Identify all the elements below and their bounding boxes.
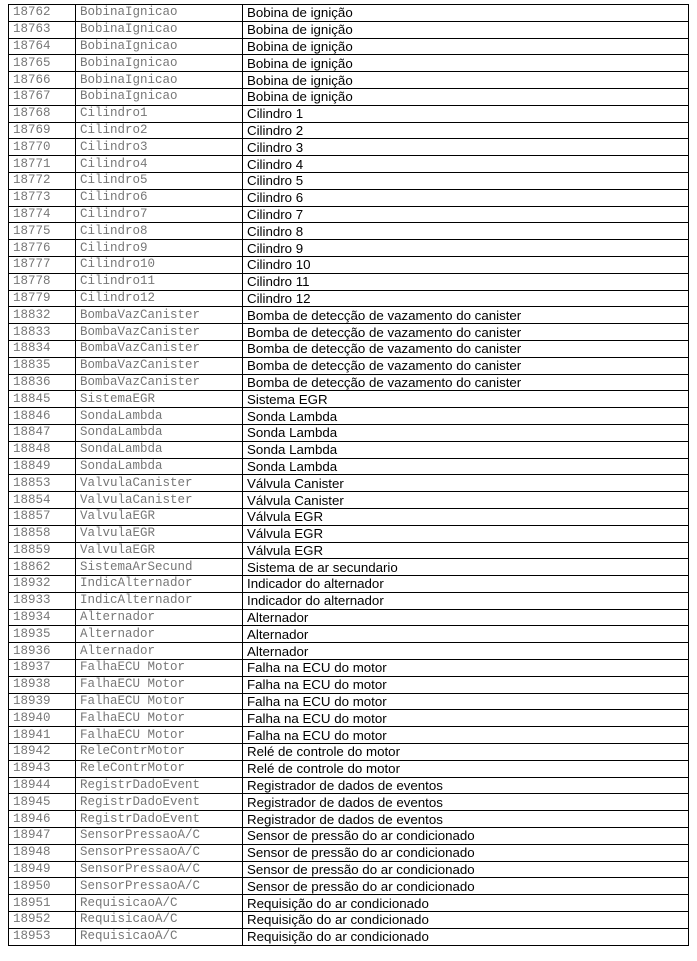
fault-code-cell: 18849 (9, 458, 76, 475)
fault-code-cell: 18836 (9, 374, 76, 391)
description-cell: Cilindro 4 (243, 156, 689, 173)
short-name-cell: FalhaECU Motor (76, 660, 243, 677)
fault-code-cell: 18854 (9, 492, 76, 509)
short-name-cell: BobinaIgnicao (76, 5, 243, 22)
short-name-cell: FalhaECU Motor (76, 693, 243, 710)
table-row (9, 475, 689, 492)
table-row (9, 357, 689, 374)
short-name-cell: BombaVazCanister (76, 374, 243, 391)
description-cell: Bobina de ignição (243, 38, 689, 55)
short-name-cell: BobinaIgnicao (76, 55, 243, 72)
table-row (9, 172, 689, 189)
fault-code-cell: 18771 (9, 156, 76, 173)
short-name-cell: SondaLambda (76, 441, 243, 458)
description-cell: Sensor de pressão do ar condicionado (243, 844, 689, 861)
table-row (9, 559, 689, 576)
description-cell: Requisição do ar condicionado (243, 912, 689, 929)
short-name-cell: Cilindro12 (76, 290, 243, 307)
table-row (9, 290, 689, 307)
description-cell: Válvula EGR (243, 525, 689, 542)
table-row (9, 189, 689, 206)
table-row (9, 844, 689, 861)
short-name-cell: SondaLambda (76, 408, 243, 425)
table-row (9, 895, 689, 912)
description-cell: Sonda Lambda (243, 458, 689, 475)
description-cell: Bomba de detecção de vazamento do canister (243, 307, 689, 324)
table-row (9, 710, 689, 727)
table-row (9, 878, 689, 895)
table-row (9, 828, 689, 845)
table-row (9, 156, 689, 173)
short-name-cell: BobinaIgnicao (76, 72, 243, 89)
short-name-cell: Cilindro8 (76, 223, 243, 240)
description-cell: Bobina de ignição (243, 55, 689, 72)
table-row (9, 139, 689, 156)
description-cell: Falha na ECU do motor (243, 710, 689, 727)
description-cell: Falha na ECU do motor (243, 660, 689, 677)
short-name-cell: ValvulaCanister (76, 492, 243, 509)
table-row (9, 542, 689, 559)
short-name-cell: Cilindro7 (76, 206, 243, 223)
fault-code-cell: 18778 (9, 273, 76, 290)
fault-code-cell: 18936 (9, 643, 76, 660)
fault-code-cell: 18772 (9, 172, 76, 189)
short-name-cell: SondaLambda (76, 424, 243, 441)
description-cell: Bobina de ignição (243, 21, 689, 38)
description-cell: Válvula EGR (243, 542, 689, 559)
fault-code-cell: 18858 (9, 525, 76, 542)
table-row (9, 928, 689, 945)
description-cell: Bobina de ignição (243, 72, 689, 89)
description-cell: Bomba de detecção de vazamento do canister (243, 374, 689, 391)
description-cell: Registrador de dados de eventos (243, 811, 689, 828)
fault-code-cell: 18933 (9, 592, 76, 609)
fault-code-cell: 18773 (9, 189, 76, 206)
short-name-cell: ValvulaEGR (76, 542, 243, 559)
table-row (9, 643, 689, 660)
table-row (9, 794, 689, 811)
fault-code-cell: 18832 (9, 307, 76, 324)
table-row (9, 609, 689, 626)
fault-code-cell: 18859 (9, 542, 76, 559)
description-cell: Alternador (243, 609, 689, 626)
fault-code-cell: 18949 (9, 861, 76, 878)
short-name-cell: SensorPressaoA/C (76, 878, 243, 895)
fault-code-table-body (9, 5, 689, 946)
description-cell: Relé de controle do motor (243, 760, 689, 777)
table-row (9, 88, 689, 105)
description-cell: Válvula EGR (243, 508, 689, 525)
table-row (9, 55, 689, 72)
table-row (9, 441, 689, 458)
table-row (9, 760, 689, 777)
short-name-cell: RequisicaoA/C (76, 895, 243, 912)
fault-code-cell: 18763 (9, 21, 76, 38)
table-row (9, 240, 689, 257)
short-name-cell: ValvulaEGR (76, 525, 243, 542)
short-name-cell: IndicAlternador (76, 592, 243, 609)
description-cell: Cilindro 6 (243, 189, 689, 206)
fault-code-cell: 18941 (9, 727, 76, 744)
short-name-cell: ReleContrMotor (76, 760, 243, 777)
table-row (9, 861, 689, 878)
table-row (9, 374, 689, 391)
description-cell: Cilindro 5 (243, 172, 689, 189)
description-cell: Cilindro 2 (243, 122, 689, 139)
fault-code-cell: 18950 (9, 878, 76, 895)
short-name-cell: Alternador (76, 626, 243, 643)
description-cell: Sonda Lambda (243, 441, 689, 458)
table-row (9, 408, 689, 425)
table-row (9, 626, 689, 643)
table-row (9, 660, 689, 677)
fault-code-cell: 18934 (9, 609, 76, 626)
table-row (9, 727, 689, 744)
description-cell: Indicador do alternador (243, 576, 689, 593)
table-row (9, 525, 689, 542)
fault-code-table (8, 4, 689, 946)
short-name-cell: Alternador (76, 609, 243, 626)
short-name-cell: BobinaIgnicao (76, 88, 243, 105)
description-cell: Registrador de dados de eventos (243, 777, 689, 794)
fault-code-cell: 18932 (9, 576, 76, 593)
description-cell: Cilindro 7 (243, 206, 689, 223)
description-cell: Sistema de ar secundario (243, 559, 689, 576)
short-name-cell: RegistrDadoEvent (76, 811, 243, 828)
description-cell: Bomba de detecção de vazamento do canister (243, 324, 689, 341)
short-name-cell: ReleContrMotor (76, 744, 243, 761)
fault-code-cell: 18848 (9, 441, 76, 458)
description-cell: Válvula Canister (243, 475, 689, 492)
short-name-cell: ValvulaCanister (76, 475, 243, 492)
description-cell: Alternador (243, 643, 689, 660)
description-cell: Sensor de pressão do ar condicionado (243, 861, 689, 878)
table-row (9, 21, 689, 38)
short-name-cell: Cilindro4 (76, 156, 243, 173)
description-cell: Indicador do alternador (243, 592, 689, 609)
short-name-cell: Cilindro3 (76, 139, 243, 156)
description-cell: Registrador de dados de eventos (243, 794, 689, 811)
fault-code-cell: 18935 (9, 626, 76, 643)
description-cell: Cilindro 12 (243, 290, 689, 307)
table-row (9, 592, 689, 609)
description-cell: Cilindro 10 (243, 256, 689, 273)
fault-code-cell: 18948 (9, 844, 76, 861)
table-row (9, 273, 689, 290)
fault-code-cell: 18764 (9, 38, 76, 55)
short-name-cell: Cilindro5 (76, 172, 243, 189)
description-cell: Bobina de ignição (243, 5, 689, 22)
description-cell: Bobina de ignição (243, 88, 689, 105)
short-name-cell: BobinaIgnicao (76, 21, 243, 38)
table-row (9, 38, 689, 55)
fault-code-cell: 18833 (9, 324, 76, 341)
description-cell: Sonda Lambda (243, 408, 689, 425)
fault-code-cell: 18834 (9, 340, 76, 357)
table-row (9, 508, 689, 525)
fault-code-cell: 18768 (9, 105, 76, 122)
fault-code-cell: 18769 (9, 122, 76, 139)
table-row (9, 744, 689, 761)
table-row (9, 223, 689, 240)
short-name-cell: FalhaECU Motor (76, 676, 243, 693)
fault-code-cell: 18942 (9, 744, 76, 761)
short-name-cell: SensorPressaoA/C (76, 828, 243, 845)
short-name-cell: SensorPressaoA/C (76, 861, 243, 878)
table-row (9, 424, 689, 441)
description-cell: Cilindro 3 (243, 139, 689, 156)
fault-code-cell: 18943 (9, 760, 76, 777)
description-cell: Relé de controle do motor (243, 744, 689, 761)
table-row (9, 912, 689, 929)
short-name-cell: BombaVazCanister (76, 307, 243, 324)
description-cell: Cilindro 1 (243, 105, 689, 122)
short-name-cell: Alternador (76, 643, 243, 660)
fault-code-cell: 18767 (9, 88, 76, 105)
short-name-cell: SondaLambda (76, 458, 243, 475)
table-row (9, 324, 689, 341)
table-row (9, 122, 689, 139)
fault-code-cell: 18953 (9, 928, 76, 945)
fault-code-cell: 18777 (9, 256, 76, 273)
fault-code-cell: 18770 (9, 139, 76, 156)
fault-code-cell: 18951 (9, 895, 76, 912)
description-cell: Cilindro 9 (243, 240, 689, 257)
table-row (9, 340, 689, 357)
fault-code-cell: 18845 (9, 391, 76, 408)
short-name-cell: Cilindro1 (76, 105, 243, 122)
fault-code-cell: 18847 (9, 424, 76, 441)
short-name-cell: RegistrDadoEvent (76, 794, 243, 811)
description-cell: Cilindro 8 (243, 223, 689, 240)
short-name-cell: Cilindro2 (76, 122, 243, 139)
table-row (9, 307, 689, 324)
table-row (9, 811, 689, 828)
table-row (9, 458, 689, 475)
fault-code-cell: 18940 (9, 710, 76, 727)
fault-code-cell: 18946 (9, 811, 76, 828)
description-cell: Falha na ECU do motor (243, 727, 689, 744)
short-name-cell: RequisicaoA/C (76, 912, 243, 929)
short-name-cell: SensorPressaoA/C (76, 844, 243, 861)
description-cell: Requisição do ar condicionado (243, 928, 689, 945)
description-cell: Cilindro 11 (243, 273, 689, 290)
fault-code-cell: 18853 (9, 475, 76, 492)
short-name-cell: BombaVazCanister (76, 357, 243, 374)
table-row (9, 576, 689, 593)
short-name-cell: ValvulaEGR (76, 508, 243, 525)
fault-code-cell: 18944 (9, 777, 76, 794)
short-name-cell: FalhaECU Motor (76, 727, 243, 744)
table-row (9, 105, 689, 122)
short-name-cell: RegistrDadoEvent (76, 777, 243, 794)
fault-code-cell: 18846 (9, 408, 76, 425)
fault-code-cell: 18779 (9, 290, 76, 307)
table-row (9, 777, 689, 794)
fault-code-cell: 18765 (9, 55, 76, 72)
fault-code-cell: 18937 (9, 660, 76, 677)
fault-code-cell: 18775 (9, 223, 76, 240)
short-name-cell: Cilindro9 (76, 240, 243, 257)
fault-code-cell: 18857 (9, 508, 76, 525)
fault-code-cell: 18862 (9, 559, 76, 576)
short-name-cell: BombaVazCanister (76, 324, 243, 341)
short-name-cell: BobinaIgnicao (76, 38, 243, 55)
short-name-cell: Cilindro11 (76, 273, 243, 290)
table-row (9, 676, 689, 693)
fault-code-cell: 18774 (9, 206, 76, 223)
fault-code-cell: 18952 (9, 912, 76, 929)
short-name-cell: Cilindro10 (76, 256, 243, 273)
fault-code-cell: 18762 (9, 5, 76, 22)
description-cell: Alternador (243, 626, 689, 643)
short-name-cell: SistemaEGR (76, 391, 243, 408)
description-cell: Bomba de detecção de vazamento do canister (243, 357, 689, 374)
description-cell: Sensor de pressão do ar condicionado (243, 828, 689, 845)
table-row (9, 492, 689, 509)
table-row (9, 256, 689, 273)
fault-code-cell: 18835 (9, 357, 76, 374)
fault-code-cell: 18945 (9, 794, 76, 811)
description-cell: Falha na ECU do motor (243, 676, 689, 693)
table-row (9, 72, 689, 89)
description-cell: Sonda Lambda (243, 424, 689, 441)
description-cell: Sensor de pressão do ar condicionado (243, 878, 689, 895)
short-name-cell: FalhaECU Motor (76, 710, 243, 727)
table-row (9, 206, 689, 223)
short-name-cell: RequisicaoA/C (76, 928, 243, 945)
short-name-cell: SistemaArSecund (76, 559, 243, 576)
description-cell: Válvula Canister (243, 492, 689, 509)
table-row (9, 391, 689, 408)
fault-code-cell: 18939 (9, 693, 76, 710)
short-name-cell: BombaVazCanister (76, 340, 243, 357)
short-name-cell: Cilindro6 (76, 189, 243, 206)
fault-code-cell: 18938 (9, 676, 76, 693)
table-row (9, 693, 689, 710)
description-cell: Sistema EGR (243, 391, 689, 408)
description-cell: Requisição do ar condicionado (243, 895, 689, 912)
fault-code-cell: 18766 (9, 72, 76, 89)
table-row (9, 5, 689, 22)
fault-code-cell: 18947 (9, 828, 76, 845)
fault-code-cell: 18776 (9, 240, 76, 257)
description-cell: Falha na ECU do motor (243, 693, 689, 710)
short-name-cell: IndicAlternador (76, 576, 243, 593)
description-cell: Bomba de detecção de vazamento do canister (243, 340, 689, 357)
